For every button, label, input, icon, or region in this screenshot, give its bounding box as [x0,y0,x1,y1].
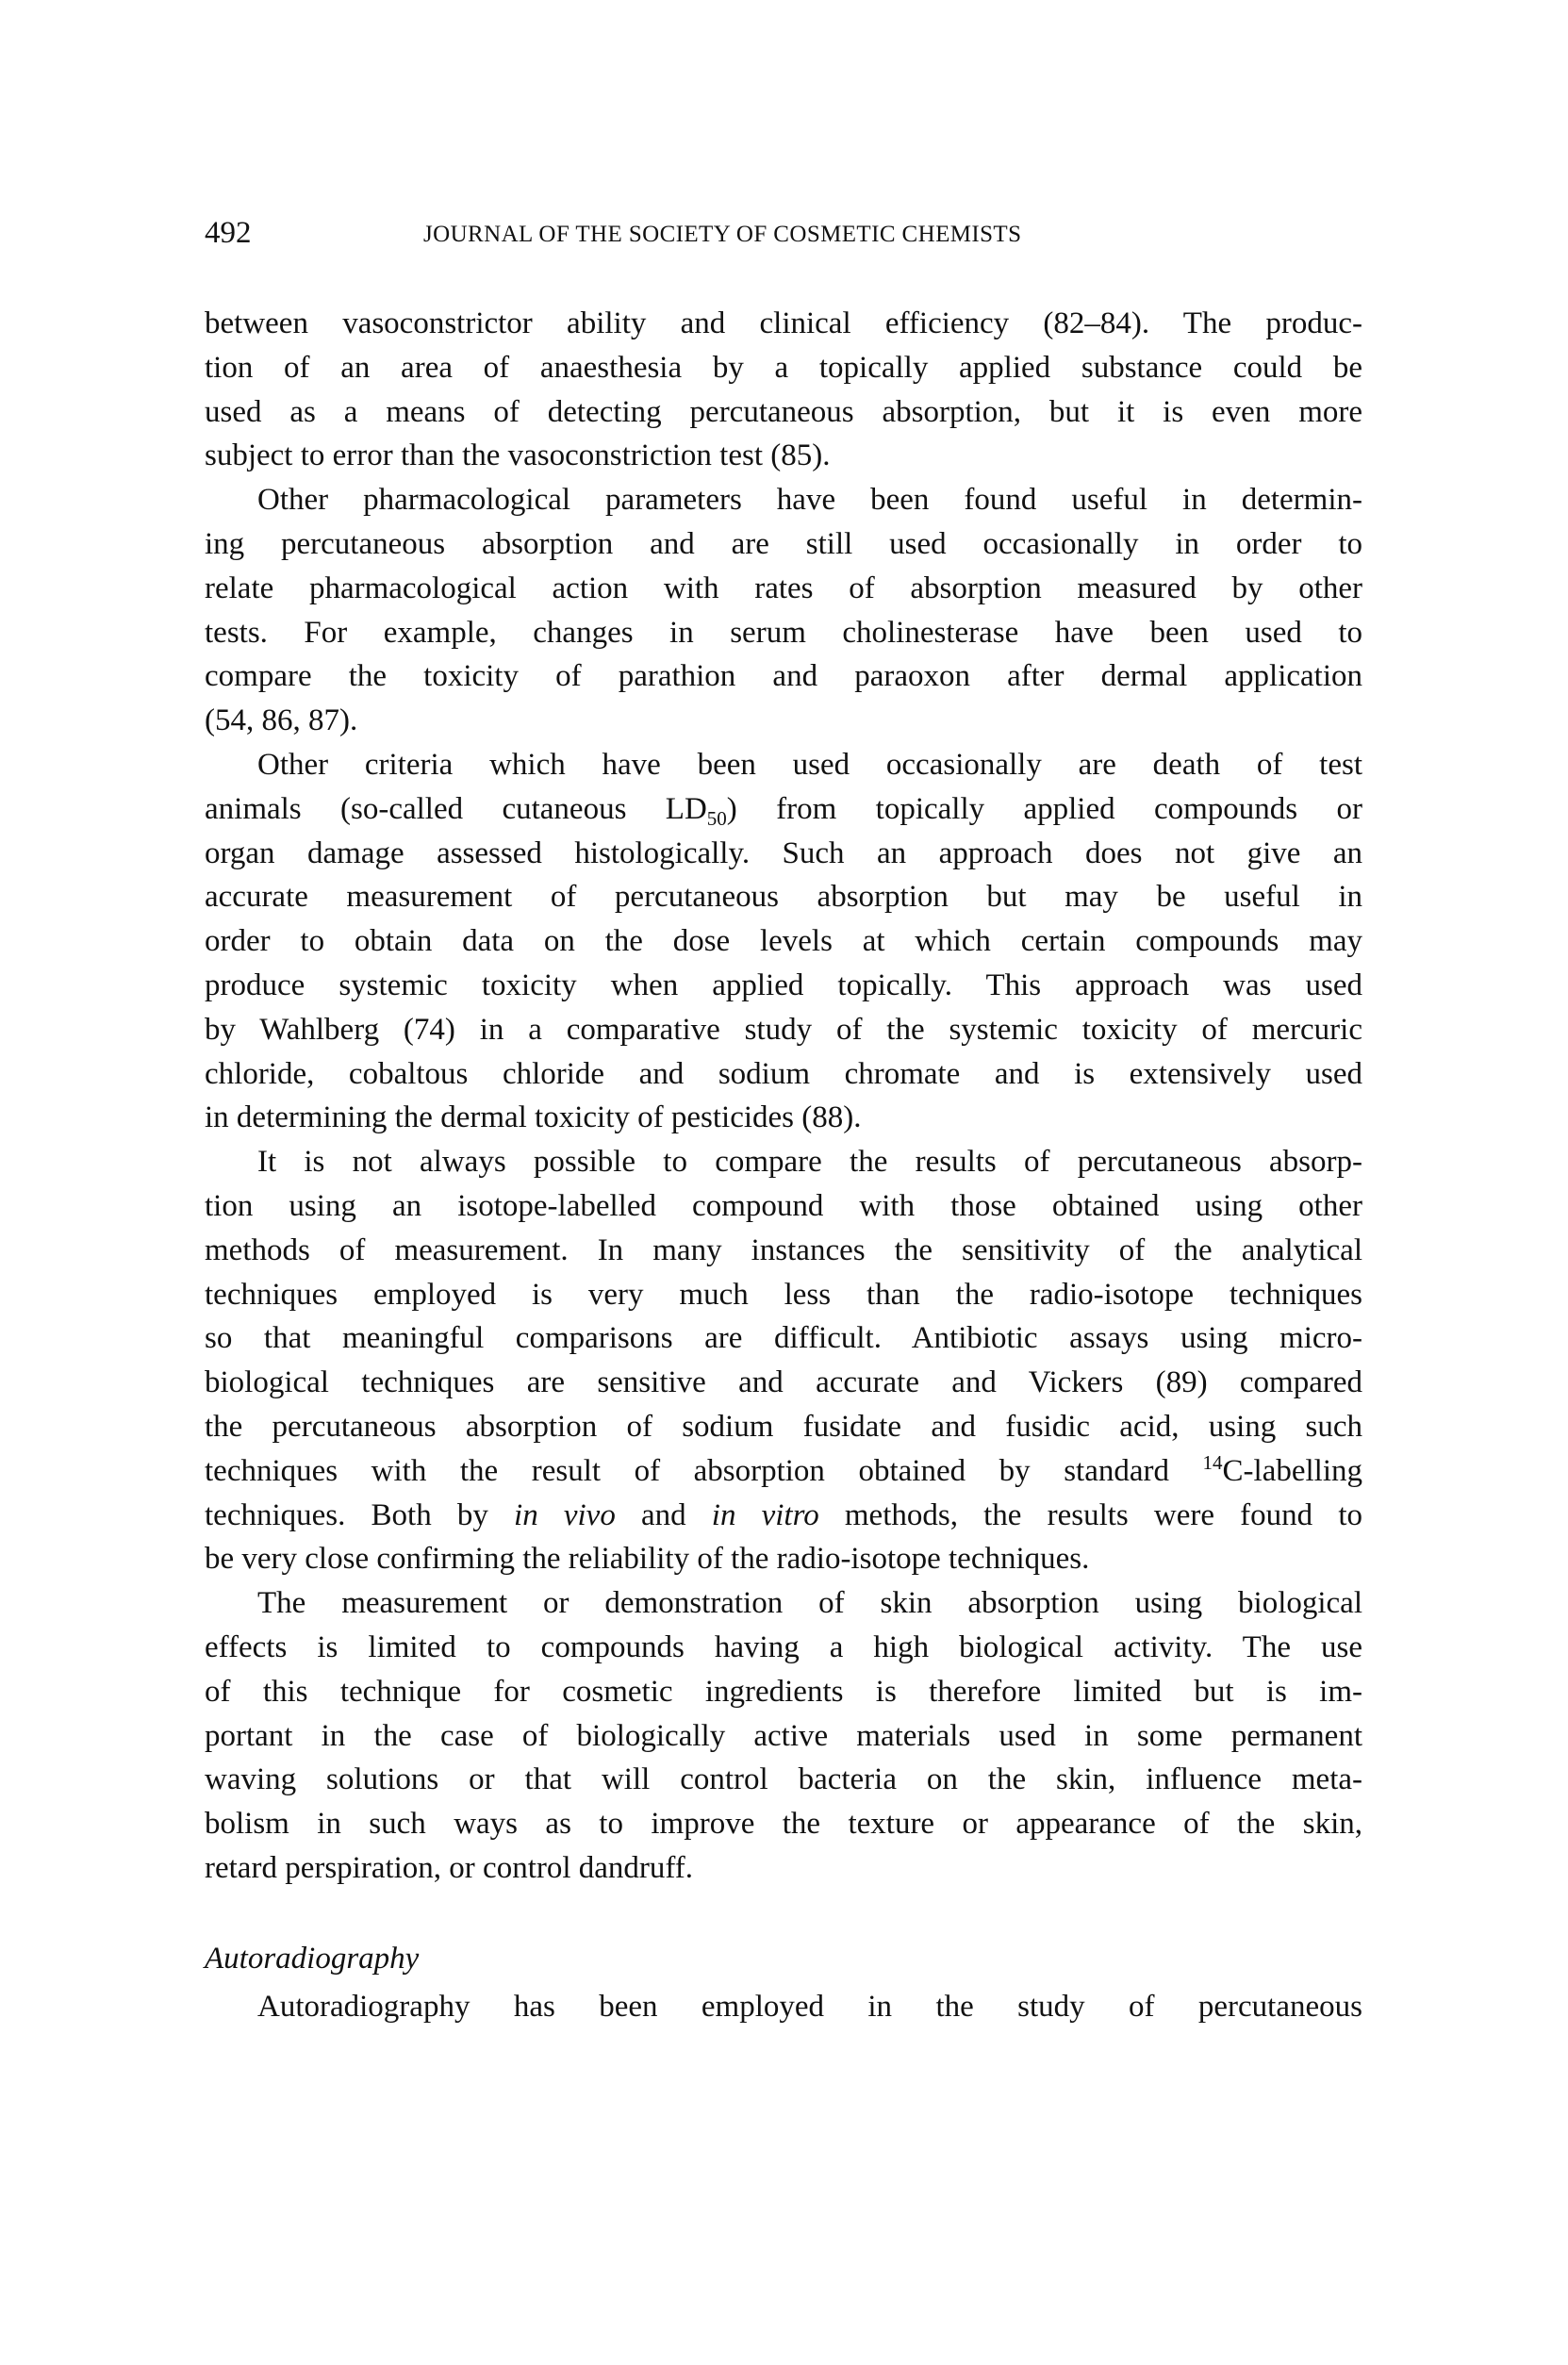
text-segment: ) from topically applied compounds or [726,791,1362,826]
text-line: methods of measurement. In many instances the sensitivity of the analytical [205,1232,1362,1267]
text-line: compare the toxicity of parathion and paraoxon after dermal application [205,659,1362,694]
paragraph [205,743,1362,1140]
text-line: retard perspiration, or control dandruff. [205,1850,694,1885]
text-line: (54, 86, 87). [205,703,358,738]
text-line: by Wahlberg (74) in a comparative study of the systemic toxicity of mercuric [205,1012,1362,1047]
text-line: portant in the case of biologically active materials used in some permanent [205,1718,1362,1753]
section-body [205,1985,1362,2029]
text-line: relate pharmacological action with rates of absorption measured by other [205,571,1362,605]
paragraph [205,302,1362,478]
text-segment: C-labelling [1222,1453,1362,1488]
text-segment: techniques. Both by [205,1497,515,1532]
text-line: tests. For example, changes in serum cholinesterase have been used to [205,615,1362,650]
text-line: biological techniques are sensitive and accurate and Vickers (89) compared [205,1365,1362,1400]
text-line: so that meaningful comparisons are difficult. Antibiotic assays using micro- [205,1321,1362,1356]
text-line: techniques employed is very much less than the radio-isotope techniques [205,1277,1362,1312]
text-line: The measurement or demonstration of skin absorption using biological [257,1586,1362,1621]
text-line-14c [205,1449,1362,1494]
text-line: organ damage assessed histologically. Such an approach does not give an [205,835,1362,870]
text-segment: methods, the results were found to [818,1497,1362,1532]
text-line: effects is limited to compounds having a high biological activity. The use [205,1629,1362,1664]
text-line: be very close confirming the reliability of the radio-isotope techniques. [205,1542,1090,1577]
text-segment: and [615,1497,712,1532]
text-line: of this technique for cosmetic ingredients is therefore limited but is im- [205,1674,1362,1709]
section-heading: Autoradiography [205,1942,420,1976]
text-line: produce systemic toxicity when applied topically. This approach was used [205,968,1362,1002]
text-line: tion using an isotope-labelled compound with those obtained using other [205,1188,1362,1223]
text-line: order to obtain data on the dose levels at which certain compounds may [205,924,1362,959]
paragraph [205,478,1362,743]
subscript: 50 [706,806,727,830]
text-line: Other criteria which have been used occasionally are death of test [257,747,1362,782]
body-text [205,302,1362,1891]
italic-term: in vivo [514,1497,616,1532]
text-segment: animals (so-called cutaneous LD [205,791,707,826]
text-line-ld50 [205,787,1362,832]
text-line: between vasoconstrictor ability and clinical efficiency (82–84). The produc- [205,306,1362,340]
text-line: bolism in such ways as to improve the texture or appearance of the skin, [205,1807,1362,1842]
text-line-italic [205,1494,1362,1538]
text-segment: techniques with the result of absorption obtained by standard [205,1453,1203,1488]
text-line: the percutaneous absorption of sodium fusidate and fusidic acid, using such [205,1409,1362,1444]
text-line: waving solutions or that will control bacteria on the skin, influence meta- [205,1762,1362,1797]
text-line: chloride, cobaltous chloride and sodium chromate and is extensively used [205,1056,1362,1091]
italic-term: in vitro [711,1497,819,1532]
page-number: 492 [205,216,252,250]
text-line: in determining the dermal toxicity of pesticides (88). [205,1100,862,1135]
text-line: accurate measurement of percutaneous absorption but may be useful in [205,880,1362,915]
text-line: Autoradiography has been employed in the study of percutaneous [257,1990,1362,2024]
text-line: ing percutaneous absorption and are still used occasionally in order to [205,526,1362,561]
superscript: 14 [1202,1450,1223,1474]
text-line: used as a means of detecting percutaneous absorption, but it is even more [205,394,1362,429]
paragraph [205,1581,1362,1891]
text-line: subject to error than the vasoconstriction test (85). [205,438,831,473]
running-head: JOURNAL OF THE SOCIETY OF COSMETIC CHEMISTS [423,222,1022,247]
paragraph [205,1140,1362,1581]
text-line: tion of an area of anaesthesia by a topically applied substance could be [205,350,1362,385]
text-line: It is not always possible to compare the results of percutaneous absorp- [257,1145,1362,1180]
text-line: Other pharmacological parameters have been found useful in determin- [257,483,1362,518]
